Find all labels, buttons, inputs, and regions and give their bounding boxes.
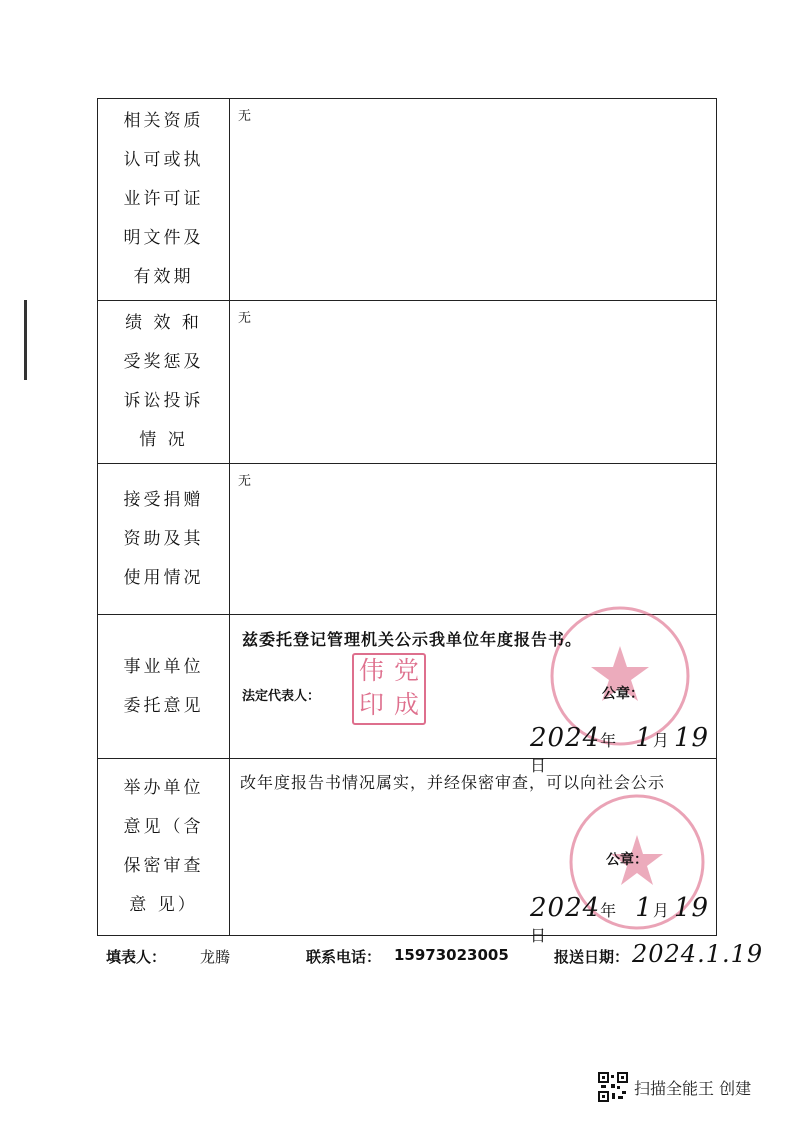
label-line: 使用情况 xyxy=(123,567,204,588)
year-char: 年 xyxy=(600,901,617,920)
row-label-donations xyxy=(98,464,230,615)
label-line: 相关资质 xyxy=(123,111,204,131)
table-row xyxy=(98,464,717,615)
handwritten-day: 19 xyxy=(673,723,710,753)
footer-report-date-label: 报送日期： xyxy=(554,948,630,966)
footer-phone-label: 联系电话： xyxy=(306,948,382,966)
row-content-sponsor xyxy=(230,759,717,945)
table-row xyxy=(98,301,717,464)
row-content-performance xyxy=(230,301,717,464)
handwritten-day: 19 xyxy=(673,893,710,923)
label-line: 保密审查 xyxy=(123,856,204,876)
table-row xyxy=(98,759,717,936)
sponsor-opinion: 改年度报告书情况属实，并经保密审查，可以向社会公示 xyxy=(240,773,666,792)
seal-label: 公章： xyxy=(606,852,648,868)
footer-filler-label: 填表人： xyxy=(106,948,167,966)
handwritten-month: 1 xyxy=(635,723,653,753)
day-char: 日 xyxy=(530,756,547,775)
row-label-sponsor xyxy=(98,759,230,936)
sponsor-date xyxy=(530,893,716,946)
handwritten-month: 1 xyxy=(635,893,653,923)
legal-rep-stamp xyxy=(352,653,426,725)
handwritten-year: 2024 xyxy=(530,893,601,923)
label-line: 事业单位 xyxy=(123,656,204,677)
row-content-qualifications xyxy=(230,99,717,301)
day-char: 日 xyxy=(530,926,547,945)
legal-rep-label: 法定代表人： xyxy=(242,689,321,704)
stamp-char: 党 xyxy=(393,656,419,685)
handwritten-year: 2024 xyxy=(530,723,601,753)
month-char: 月 xyxy=(652,901,669,920)
row-content-donations xyxy=(230,464,717,615)
label-line: 委托意见 xyxy=(123,695,204,716)
stamp-char: 伟 xyxy=(358,656,384,685)
label-line: 明文件及 xyxy=(123,228,204,248)
stamp-char: 成 xyxy=(393,690,419,719)
cell-value: 无 xyxy=(238,311,252,326)
row-label-qualifications xyxy=(98,99,230,301)
row-label-entrust xyxy=(98,615,230,759)
footer-phone: 15973023005 xyxy=(394,946,509,964)
label-line: 意 见） xyxy=(129,895,198,915)
label-line: 诉讼投诉 xyxy=(123,391,204,411)
label-line: 意见（含 xyxy=(123,817,204,837)
scanner-watermark xyxy=(598,1072,751,1102)
table-row xyxy=(98,615,717,759)
qr-code-icon xyxy=(598,1072,628,1102)
label-line: 资助及其 xyxy=(123,528,204,549)
label-line: 接受捐赠 xyxy=(123,489,204,510)
row-content-entrust xyxy=(230,615,717,775)
seal-label: 公章： xyxy=(602,686,644,702)
cell-value: 无 xyxy=(238,474,252,489)
cell-value: 无 xyxy=(238,109,252,124)
label-line: 绩 效 和 xyxy=(125,313,202,333)
label-line: 受奖惩及 xyxy=(123,352,204,372)
row-label-performance xyxy=(98,301,230,464)
label-line: 有效期 xyxy=(133,267,194,287)
table-row xyxy=(98,99,717,301)
watermark-text: 扫描全能王 创建 xyxy=(634,1078,752,1098)
label-line: 情 况 xyxy=(139,430,188,450)
stamp-char: 印 xyxy=(358,690,384,719)
footer-filler-name: 龙腾 xyxy=(200,948,231,966)
scan-edge-mark xyxy=(24,300,27,380)
entrust-statement: 兹委托登记管理机关公示我单位年度报告书。 xyxy=(242,630,583,649)
footer-report-date: 2024.1.19 xyxy=(632,940,764,968)
label-line: 认可或执 xyxy=(123,150,204,170)
year-char: 年 xyxy=(600,731,617,750)
month-char: 月 xyxy=(652,731,669,750)
report-form-table xyxy=(97,98,717,945)
label-line: 举办单位 xyxy=(123,778,204,798)
label-line: 业许可证 xyxy=(123,189,204,209)
